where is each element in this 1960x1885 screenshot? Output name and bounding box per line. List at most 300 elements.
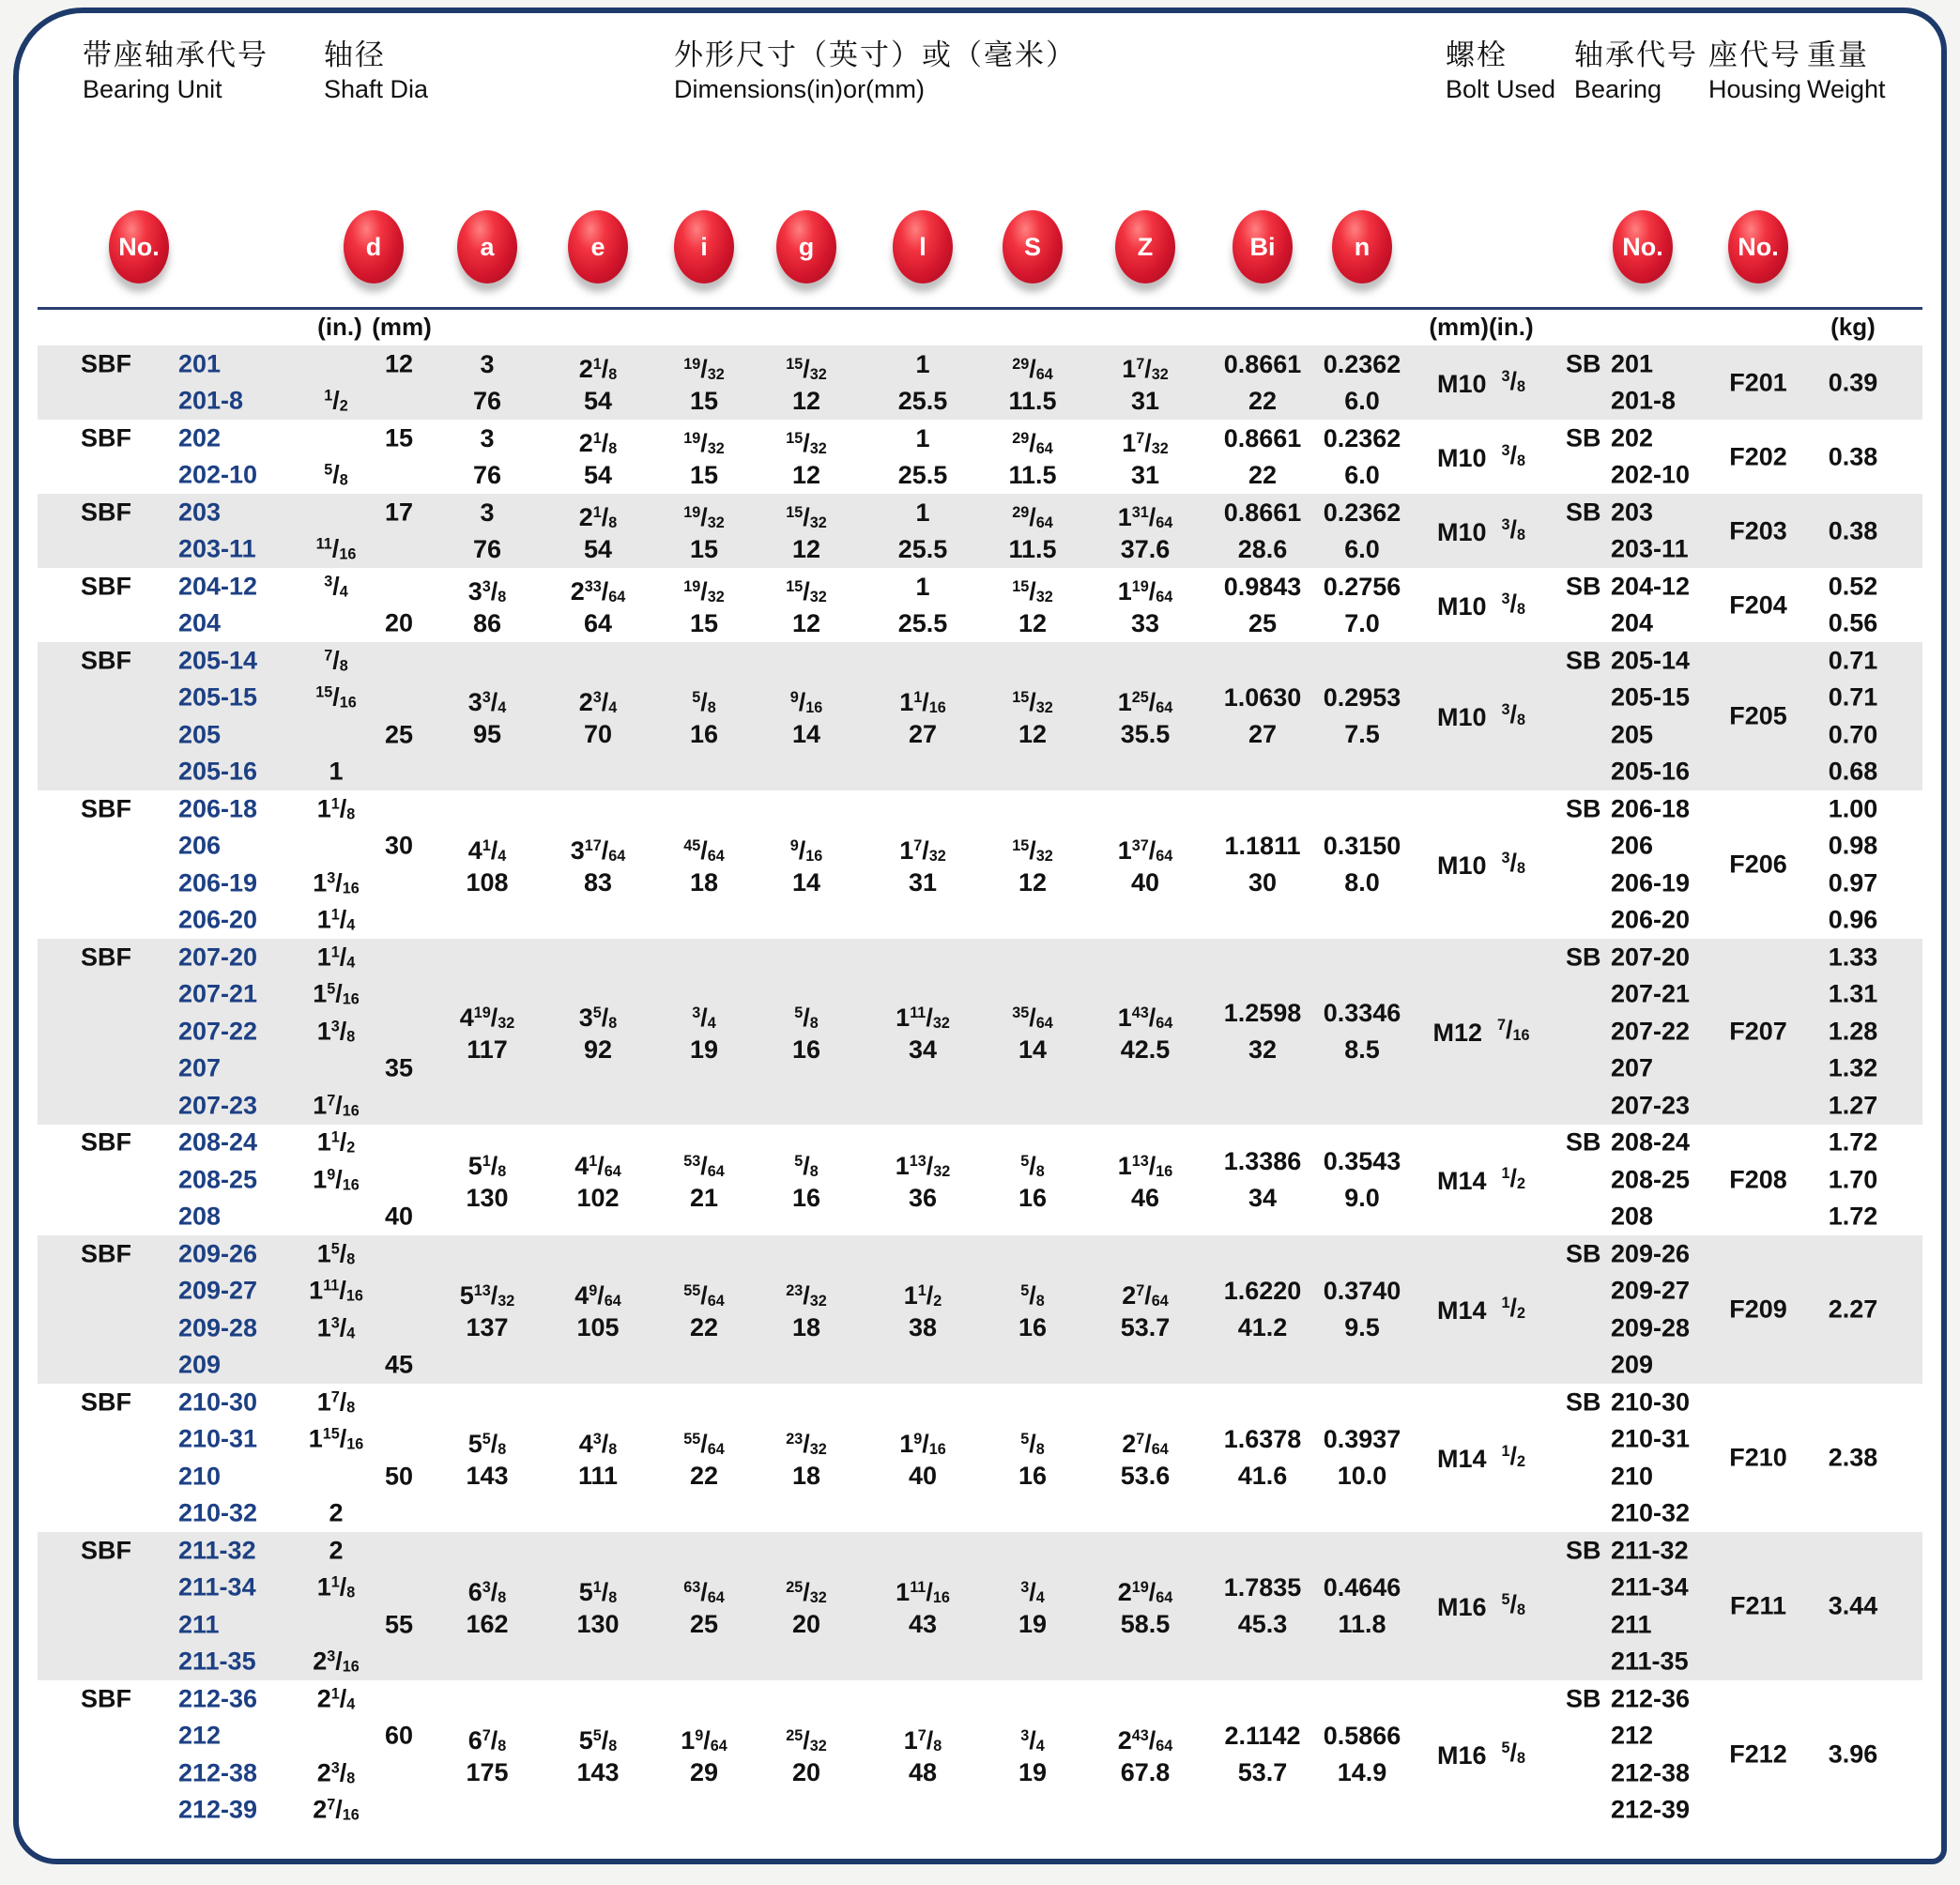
cell-Z: $1^{19}/_{64}$ 33 (1117, 576, 1173, 637)
unit-number: 211-32 (178, 1536, 256, 1565)
bearing-number: 210-31 (1611, 1424, 1691, 1453)
bearing-prefix: SB (1566, 1536, 1601, 1565)
table-line (38, 1421, 1922, 1459)
cell-S: $^{35}/_{64}$ 14 (1012, 1003, 1053, 1064)
table-line (38, 939, 1922, 976)
shaft-dia-inch: $1^5/_{16}$ (313, 979, 360, 1008)
cell-housing-number: F204 (1729, 590, 1787, 619)
cell-l: 1 25.5 (897, 423, 948, 489)
table-row-group (38, 1384, 1922, 1532)
column-badge-d: d (344, 210, 404, 284)
cell-e: $4^1/_{64}$ 102 (574, 1151, 621, 1212)
cell-i: $^{63}/_{64}$ 25 (683, 1577, 725, 1638)
bearing-number: 202 (1611, 423, 1654, 452)
shaft-dia-mm: 35 (384, 1053, 414, 1082)
shaft-dia-inch: $1^7/_{16}$ (313, 1091, 360, 1120)
table-line (38, 457, 1922, 495)
cell-housing-number: F208 (1729, 1165, 1787, 1194)
cell-bolt-used: M10 $^3/_8$ (1436, 848, 1526, 881)
unit-number: 201 (178, 349, 222, 378)
unit-number: 202 (178, 423, 222, 452)
cell-Z: $2^7/_{64}$ 53.7 (1120, 1280, 1171, 1341)
cell-bolt-used: M10 $^3/_8$ (1436, 514, 1526, 546)
cell-n: 0.3346 8.5 (1323, 998, 1401, 1064)
cell-e: $3^{17}/_{64}$ 83 (570, 835, 626, 897)
weight-value: 0.96 (1828, 905, 1878, 934)
cell-bolt-used: M10 $^3/_8$ (1436, 589, 1526, 621)
unit-number: 206 (178, 831, 222, 860)
unit-prefix: SBF (81, 942, 131, 972)
bearing-prefix: SB (1566, 423, 1601, 452)
cell-n: 0.2362 6.0 (1323, 423, 1401, 489)
bearing-number: 204-12 (1611, 572, 1691, 601)
table-line (38, 828, 1922, 866)
cell-l: $1^{11}/_{32}$ 34 (896, 1003, 950, 1064)
table-line (38, 1125, 1922, 1162)
table-line (38, 531, 1922, 569)
unit-number: 206-19 (178, 868, 258, 897)
table-line (38, 865, 1922, 902)
shaft-dia-inch: $2^1/_4$ (316, 1684, 356, 1713)
table-row-group (38, 420, 1922, 494)
unit-number: 209 (178, 1350, 222, 1379)
header-weight-zh: 重量 (1807, 38, 1869, 71)
cell-a: $4^1/_4$ 108 (466, 835, 509, 897)
cell-Z: $1^{31}/_{64}$ 37.6 (1117, 502, 1173, 563)
cell-g: $^{23}/_{32}$ 18 (786, 1280, 827, 1341)
weight-value: 0.98 (1828, 831, 1878, 860)
unit-number: 206-20 (178, 905, 258, 934)
unit-number: 208-25 (178, 1165, 258, 1194)
cell-n: 0.5866 14.9 (1323, 1722, 1401, 1786)
bearing-number: 207-20 (1611, 942, 1691, 972)
bearing-number: 205-15 (1611, 682, 1691, 712)
unit-number: 207 (178, 1053, 222, 1082)
shaft-dia-inch: $1^3/_8$ (316, 1017, 356, 1046)
cell-S: $^5/_8$ 16 (1018, 1280, 1048, 1341)
cell-n: 0.2362 6.0 (1323, 498, 1401, 563)
bearing-prefix: SB (1566, 498, 1601, 527)
cell-a: 3 76 (472, 423, 502, 489)
unit-number: 212-38 (178, 1758, 258, 1787)
header-divider-line (38, 307, 1922, 310)
bearing-number: 205 (1611, 720, 1654, 749)
header-bearing-unit (83, 38, 268, 105)
header-weight-en: Weight (1807, 75, 1886, 103)
cell-housing-number: F201 (1729, 368, 1787, 396)
cell-g: $^9/_{16}$ 14 (789, 687, 823, 748)
bearing-number: 205-16 (1611, 757, 1691, 786)
unit-number: 204 (178, 608, 222, 637)
shaft-dia-inch: $1^1/_4$ (316, 905, 356, 934)
weight-value: 1.31 (1828, 979, 1878, 1008)
shaft-dia-inch: $2^7/_{16}$ (313, 1795, 360, 1824)
cell-housing-number: F209 (1729, 1295, 1787, 1324)
cell-a: $5^{13}/_{32}$ 137 (459, 1280, 515, 1341)
shaft-dia-inch: $1^1/_4$ (316, 942, 356, 972)
cell-housing-number: F210 (1729, 1443, 1787, 1472)
cell-S: $^5/_8$ 16 (1018, 1429, 1048, 1490)
cell-e: $5^5/_8$ 143 (576, 1725, 620, 1786)
column-badge-l: l (893, 210, 953, 284)
table-line (38, 1606, 1922, 1644)
table-line (38, 1718, 1922, 1755)
bearing-number: 206-20 (1611, 905, 1691, 934)
weight-value: 0.39 (1828, 368, 1878, 396)
table-line (38, 494, 1922, 531)
cell-bolt-used: M10 $^3/_8$ (1436, 366, 1526, 398)
shaft-dia-inch: $^7/_8$ (324, 646, 348, 675)
weight-value: 1.27 (1828, 1091, 1878, 1120)
cell-bolt-used: M16 $^5/_8$ (1436, 1738, 1526, 1770)
unit-number: 207-21 (178, 979, 258, 1008)
shaft-dia-inch: $1^9/_{16}$ (313, 1165, 360, 1194)
header-bearing-unit-zh: 带座轴承代号 (83, 38, 268, 71)
cell-S: $^{29}/_{64}$ 11.5 (1008, 354, 1057, 415)
cell-S: $^3/_4$ 19 (1018, 1577, 1048, 1638)
unit-number: 211-35 (178, 1647, 256, 1676)
cell-Bi: 1.6220 41.2 (1223, 1277, 1302, 1341)
weight-value: 0.38 (1828, 516, 1878, 544)
cell-i: $^{19}/_{32}$ 15 (683, 502, 725, 563)
table-line (38, 642, 1922, 680)
unit-number: 211-34 (178, 1572, 256, 1601)
bearing-number: 207-21 (1611, 979, 1691, 1008)
cell-Bi: 0.8661 28.6 (1223, 498, 1302, 563)
shaft-dia-inch: $2^3/_{16}$ (313, 1647, 360, 1676)
cell-l: $1^9/_{16}$ 40 (899, 1429, 946, 1490)
unit-number: 209-26 (178, 1239, 258, 1268)
header-bolt-used-en: Bolt Used (1446, 75, 1556, 103)
header-weight (1807, 38, 1886, 105)
shaft-dia-inch: $1^1/_2$ (316, 1127, 356, 1157)
weight-value: 1.72 (1828, 1127, 1878, 1157)
bearing-number: 201 (1611, 349, 1654, 378)
unit-number: 209-27 (178, 1276, 258, 1305)
cell-bolt-used: M10 $^3/_8$ (1436, 440, 1526, 472)
bearing-prefix: SB (1566, 1127, 1601, 1157)
column-badge-no-housing: No. (1728, 210, 1788, 284)
cell-e: $2^{33}/_{64}$ 64 (570, 576, 626, 637)
unit-prefix: SBF (81, 498, 131, 527)
shaft-dia-mm: 40 (384, 1202, 414, 1231)
cell-n: 0.2953 7.5 (1323, 683, 1401, 748)
header-dimensions-en: Dimensions(in)or(mm) (674, 75, 926, 103)
unit-prefix: SBF (81, 1239, 131, 1268)
cell-l: $1^1/_2$ 38 (903, 1280, 942, 1341)
cell-bolt-used: M14 $^1/_2$ (1436, 1293, 1526, 1326)
table-row-group (38, 345, 1922, 420)
header-dimensions (674, 38, 1077, 105)
shaft-dia-inch: $1^1/_8$ (316, 794, 356, 823)
bearing-number: 212-39 (1611, 1795, 1691, 1824)
shaft-dia-inch: $2^3/_8$ (316, 1758, 356, 1787)
cell-g: $^{23}/_{32}$ 18 (786, 1429, 827, 1490)
shaft-dia-inch: $1^{11}/_{16}$ (309, 1276, 363, 1305)
cell-n: 0.3543 9.0 (1323, 1146, 1401, 1212)
header-shaft-dia-zh: 轴径 (324, 38, 386, 71)
cell-e: $5^1/_8$ 130 (576, 1577, 620, 1638)
shaft-dia-inch: $1^3/_{16}$ (313, 868, 360, 897)
unit-number: 210-32 (178, 1498, 258, 1527)
table-line (38, 1087, 1922, 1125)
weight-value: 2.38 (1828, 1443, 1878, 1472)
cell-e: $4^3/_8$ 111 (577, 1429, 619, 1490)
cell-e: $4^9/_{64}$ 105 (574, 1280, 621, 1341)
unit-number: 208-24 (178, 1127, 258, 1157)
cell-Z: $1^7/_{32}$ 31 (1122, 428, 1169, 489)
bearing-prefix: SB (1566, 349, 1601, 378)
bearing-number: 207 (1611, 1053, 1654, 1082)
unit-number: 212-39 (178, 1795, 258, 1824)
bearing-number: 206-18 (1611, 794, 1691, 823)
cell-Z: $2^{19}/_{64}$ 58.5 (1117, 1577, 1173, 1638)
cell-e: $2^1/_8$ 54 (578, 354, 618, 415)
cell-g: $^9/_{16}$ 14 (789, 835, 823, 897)
bearing-number: 210 (1611, 1462, 1654, 1491)
table-line (38, 1384, 1922, 1421)
cell-Bi: 1.1811 30 (1224, 832, 1301, 897)
bearing-number: 210-32 (1611, 1498, 1691, 1527)
cell-l: $1^{13}/_{32}$ 36 (895, 1151, 951, 1212)
table-row-group (38, 790, 1922, 939)
weight-value: 0.71 (1828, 646, 1878, 675)
table-line (38, 1532, 1922, 1570)
bearing-number: 207-22 (1611, 1017, 1691, 1046)
unit-prefix: SBF (81, 1684, 131, 1713)
weight-value: 3.96 (1828, 1739, 1878, 1769)
unit-label-kg: (kg) (1830, 313, 1876, 341)
table-line (38, 1495, 1922, 1533)
shaft-dia-inch: $^1/_2$ (324, 386, 348, 415)
cell-bolt-used: M14 $^1/_2$ (1436, 1441, 1526, 1474)
column-badge-i: i (674, 210, 734, 284)
unit-number: 202-10 (178, 460, 258, 489)
bearing-number: 211-34 (1611, 1572, 1689, 1601)
column-badge-Z: Z (1115, 210, 1175, 284)
bearing-number: 211-32 (1611, 1536, 1689, 1565)
cell-a: $4^{19}/_{32}$ 117 (459, 1003, 515, 1064)
shaft-dia-mm: 15 (384, 423, 414, 452)
weight-value: 0.56 (1828, 608, 1878, 637)
header-bearing-no-zh: 轴承代号 (1574, 38, 1698, 71)
cell-S: $^3/_4$ 19 (1018, 1725, 1048, 1786)
cell-g: $^{15}/_{32}$ 12 (786, 502, 827, 563)
cell-bolt-used: M10 $^3/_8$ (1436, 699, 1526, 732)
cell-Bi: 1.3386 34 (1223, 1146, 1302, 1212)
table-line (38, 680, 1922, 717)
table-line (38, 383, 1922, 421)
unit-number: 205-16 (178, 757, 258, 786)
bearing-prefix: SB (1566, 572, 1601, 601)
cell-e: $2^3/_4$ 70 (578, 687, 618, 748)
cell-a: $6^3/_8$ 162 (466, 1577, 509, 1638)
table-line (38, 716, 1922, 754)
cell-Bi: 2.1142 53.7 (1224, 1722, 1301, 1786)
bearing-number: 212 (1611, 1721, 1654, 1750)
cell-i: $^{55}/_{64}$ 22 (683, 1280, 725, 1341)
cell-housing-number: F202 (1729, 442, 1787, 470)
cell-a: $3^3/_8$ 86 (467, 576, 507, 637)
cell-l: 1 25.5 (897, 349, 948, 415)
unit-number: 211 (178, 1610, 220, 1639)
table-line (38, 1570, 1922, 1607)
cell-g: $^5/_8$ 16 (791, 1003, 821, 1064)
shaft-dia-inch: 2 (329, 1536, 344, 1565)
bearing-number: 209 (1611, 1350, 1654, 1379)
bearing-number: 210-30 (1611, 1387, 1691, 1417)
cell-a: $3^3/_4$ 95 (467, 687, 507, 748)
table-line (38, 1792, 1922, 1830)
cell-e: $2^1/_8$ 54 (578, 428, 618, 489)
bearing-number: 203 (1611, 498, 1654, 527)
cell-a: $5^1/_8$ 130 (466, 1151, 509, 1212)
shaft-dia-inch: $1^7/_8$ (316, 1387, 356, 1417)
bearing-number: 205-14 (1611, 646, 1691, 675)
table-line (38, 1273, 1922, 1310)
weight-value: 3.44 (1828, 1591, 1878, 1620)
weight-value: 1.32 (1828, 1053, 1878, 1082)
header-housing-no-en: Housing (1708, 75, 1802, 103)
cell-housing-number: F206 (1729, 850, 1787, 879)
weight-value: 1.28 (1828, 1017, 1878, 1046)
cell-g: $^{15}/_{32}$ 12 (786, 576, 827, 637)
column-badge-e: e (568, 210, 628, 284)
table-line (38, 1050, 1922, 1088)
table-line (38, 420, 1922, 457)
cell-Z: $1^{37}/_{64}$ 40 (1117, 835, 1173, 897)
unit-prefix: SBF (81, 1536, 131, 1565)
cell-Z: $1^{25}/_{64}$ 35.5 (1117, 687, 1173, 748)
column-badge-no-bearing: No. (1613, 210, 1673, 284)
unit-label-inch: (in.) (317, 313, 362, 341)
table-line (38, 1013, 1922, 1050)
table-line (38, 1755, 1922, 1792)
bearing-number: 211 (1611, 1610, 1652, 1639)
table-line (38, 902, 1922, 940)
cell-a: $6^7/_8$ 175 (466, 1725, 509, 1786)
cell-Z: $1^7/_{32}$ 31 (1122, 354, 1169, 415)
unit-number: 210 (178, 1462, 222, 1491)
unit-number: 206-18 (178, 794, 258, 823)
unit-prefix: SBF (81, 349, 131, 378)
table-row-group (38, 642, 1922, 790)
cell-Bi: 1.2598 32 (1223, 998, 1302, 1064)
cell-a: 3 76 (472, 498, 502, 563)
cell-l: $1^{11}/_{16}$ 43 (896, 1577, 950, 1638)
bearing-prefix: SB (1566, 1684, 1601, 1713)
unit-label-mm: (mm) (372, 313, 432, 341)
bearing-number: 204 (1611, 608, 1654, 637)
bearing-prefix: SB (1566, 942, 1601, 972)
table-line (38, 790, 1922, 828)
shaft-dia-mm: 17 (384, 498, 414, 527)
column-badge-S: S (1003, 210, 1063, 284)
unit-number: 210-30 (178, 1387, 258, 1417)
table-row-group (38, 568, 1922, 642)
cell-Bi: 0.8661 22 (1223, 423, 1302, 489)
cell-i: $^{19}/_{32}$ 15 (683, 576, 725, 637)
shaft-dia-inch: $^5/_8$ (324, 460, 348, 489)
bearing-number: 212-36 (1611, 1684, 1691, 1713)
unit-number: 207-23 (178, 1091, 258, 1120)
spec-table-body (38, 345, 1922, 1829)
cell-bolt-used: M14 $^1/_2$ (1436, 1163, 1526, 1195)
cell-S: $^{29}/_{64}$ 11.5 (1008, 428, 1057, 489)
cell-l: 1 25.5 (897, 572, 948, 637)
weight-value: 1.00 (1828, 794, 1878, 823)
cell-Bi: 1.7835 45.3 (1223, 1573, 1302, 1638)
unit-prefix: SBF (81, 646, 131, 675)
column-badge-n: n (1332, 210, 1392, 284)
table-line (38, 605, 1922, 643)
cell-n: 0.4646 11.8 (1323, 1573, 1401, 1638)
bearing-number: 201-8 (1611, 386, 1677, 415)
table-row-group (38, 1532, 1922, 1680)
weight-value: 0.52 (1828, 572, 1878, 601)
cell-l: $1^7/_8$ 48 (903, 1725, 942, 1786)
cell-Z: $2^{43}/_{64}$ 67.8 (1117, 1725, 1173, 1786)
bearing-prefix: SB (1566, 1239, 1601, 1268)
unit-number: 201-8 (178, 386, 244, 415)
shaft-dia-inch: $1^{15}/_{16}$ (308, 1424, 364, 1453)
cell-Z: $1^{43}/_{64}$ 42.5 (1117, 1003, 1173, 1064)
bearing-number: 202-10 (1611, 460, 1691, 489)
bearing-number: 208-24 (1611, 1127, 1691, 1157)
shaft-dia-inch: $^{15}/_{16}$ (315, 682, 357, 712)
table-line (38, 568, 1922, 605)
table-line (38, 1161, 1922, 1199)
bearing-prefix: SB (1566, 646, 1601, 675)
header-shaft-dia-en: Shaft Dia (324, 75, 429, 103)
cell-g: $^{25}/_{32}$ 20 (786, 1577, 827, 1638)
cell-Bi: 1.6378 41.6 (1223, 1425, 1302, 1490)
cell-i: $^3/_4$ 19 (689, 1003, 719, 1064)
unit-number: 204-12 (178, 572, 258, 601)
table-row-group (38, 1680, 1922, 1829)
cell-housing-number: F207 (1729, 1017, 1787, 1046)
cell-i: $^{55}/_{64}$ 22 (683, 1429, 725, 1490)
table-row-group (38, 1235, 1922, 1384)
weight-value: 0.70 (1828, 720, 1878, 749)
table-row-group (38, 1125, 1922, 1236)
cell-S: $^5/_8$ 16 (1018, 1151, 1048, 1212)
bearing-number: 208 (1611, 1202, 1654, 1231)
shaft-dia-inch: 1 (329, 757, 344, 786)
unit-number: 205 (178, 720, 222, 749)
weight-value: 2.27 (1828, 1295, 1878, 1324)
header-bearing-unit-en: Bearing Unit (83, 75, 222, 103)
unit-number: 205-15 (178, 682, 258, 712)
cell-Bi: 0.9843 25 (1223, 572, 1302, 637)
header-dimensions-zh: 外形尺寸（英寸）或（毫米） (674, 38, 1077, 71)
cell-bolt-used: M12 $^7/_{16}$ (1432, 1015, 1530, 1047)
table-line (38, 1310, 1922, 1347)
cell-i: $^{45}/_{64}$ 18 (683, 835, 725, 897)
unit-number: 207-20 (178, 942, 258, 972)
unit-prefix: SBF (81, 572, 131, 601)
column-badge-a: a (457, 210, 517, 284)
shaft-dia-mm: 60 (384, 1721, 414, 1750)
weight-value: 0.97 (1828, 868, 1878, 897)
table-line (38, 1199, 1922, 1236)
bearing-prefix: SB (1566, 794, 1601, 823)
bearing-number: 209-28 (1611, 1313, 1691, 1342)
cell-i: $1^9/_{64}$ 29 (681, 1725, 727, 1786)
header-shaft-dia (324, 38, 428, 105)
bearing-number: 206-19 (1611, 868, 1691, 897)
weight-value: 0.38 (1828, 442, 1878, 470)
